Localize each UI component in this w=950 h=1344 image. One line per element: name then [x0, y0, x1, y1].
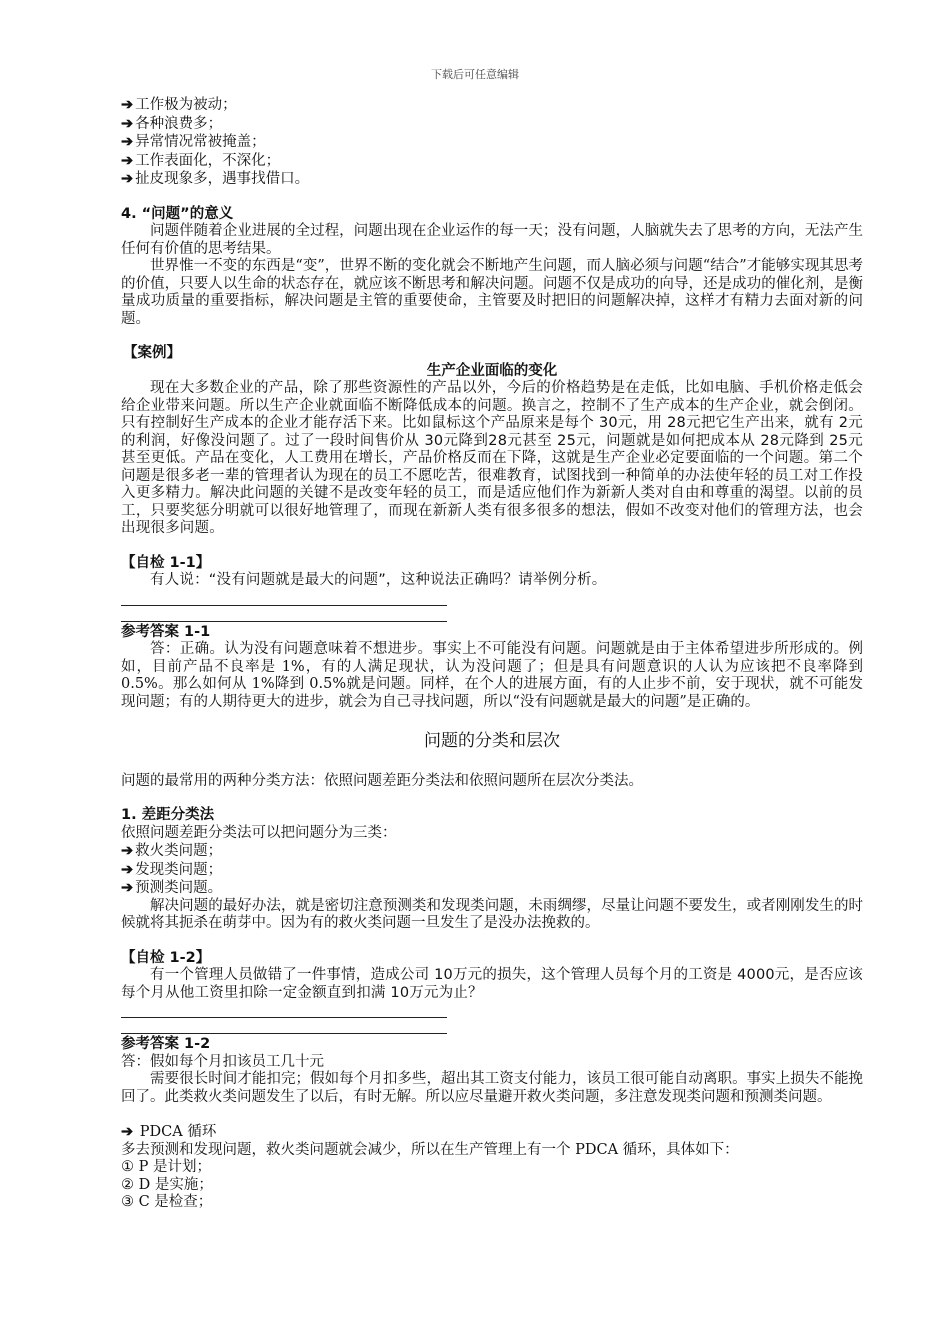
case-label: 【案例】	[123, 345, 181, 361]
arrow-right-icon: ➔	[121, 879, 134, 896]
list-item: ➔ 预测类问题。	[121, 879, 223, 896]
case-title: 生产企业面临的变化	[426, 362, 558, 379]
case-body: 现在大多数企业的产品，除了那些资源性的产品以外，今后的价格趋势是在走低，比如电脑、手机价格走低会给企业带来问题。所以生产企业就面临不断降低成本的问题。换言之，控制不了生产成本的生产企业，就会倒闭。只有控制好生产成本的企业才能存活下来。比如鼠标这个产品原来是每个 30元，用 28元把它生产出来，就有 2元的利润，好像没问题了。过了一段时间售价从 30元降到28元甚至 25元，问题就是如何把成本从 28元降到 25元甚至更低。产品在变化，人工费用在增长，产品价格反而在下降，这就是生产企业必定要面临的一个问题。第二个问题是很多老一辈的管理者认为现在的员工不愿吃苦，很难教育，试图找到一种简单的办法使年轻的员工对工作投入更多精力。解决此问题的关键不是改变年轻的员工，而是适应他们作为新新人类对自由和尊重的渴望。以前的员工，只要奖惩分明就可以很好地管理了，而现在新新人类有很多很多的想法，假如不改变对他们的管理方法，也会出现很多问题。	[121, 380, 863, 536]
arrow-right-icon: ➔	[121, 1123, 134, 1140]
arrow-right-icon: ➔	[121, 842, 134, 859]
self-check-2-label: 【自检 1-2】	[121, 949, 211, 966]
arrow-right-icon: ➔	[121, 133, 134, 150]
section-1-lead: 依照问题差距分类法可以把问题分为三类：	[121, 824, 397, 841]
reference-answer-2-title: 参考答案 1-2	[121, 1036, 211, 1052]
list-item: ➔ 发现类问题；	[121, 860, 223, 878]
section-1-title: 1. 差距分类法	[121, 807, 215, 823]
paragraph: 世界惟一不变的东西是“变”，世界不断的变化就会不断地产生问题，而人脑必须与问题“结合”才能够实现其思考的价值，只要人以生命的状态存在，就应该不断思考和解决问题。问题不仅是成功的向导，还是成功的催化剂，是衡量成功质量的重要指标，解决问题是主管的重要使命，主管要及时把旧的问题解决掉，这样才有精力去面对新的问题。	[121, 258, 863, 327]
pdca-title: ➔ PDCA 循环	[121, 1123, 217, 1140]
arrow-right-icon: ➔	[121, 96, 134, 113]
pdca-lead: 多去预测和发现问题，救火类问题就会减少，所以在生产管理上有一个 PDCA 循环，具体如下：	[121, 1141, 739, 1158]
arrow-right-icon: ➔	[121, 114, 134, 132]
reference-answer-2-line1: 答：假如每个月扣该员工几十元	[121, 1053, 324, 1070]
document-body	[121, 96, 863, 1212]
list-item: ➔ 扯皮现象多，遇事找借口。	[121, 170, 310, 187]
list-item: ① P 是计划；	[121, 1159, 211, 1175]
list-item: ② D 是实施；	[121, 1176, 213, 1193]
self-check-1-question: 有人说：“没有问题就是最大的问题”，这种说法正确吗？请举例分析。	[150, 572, 607, 588]
answer-line	[121, 590, 447, 606]
answer-line	[121, 1018, 447, 1034]
section-intro: 问题的最常用的两种分类方法：依照问题差距分类法和依照问题所在层次分类法。	[121, 772, 643, 789]
paragraph: 解决问题的最好办法，就是密切注意预测类和发现类问题，未雨绸缪，尽量让问题不要发生，或者刚刚发生的时候就将其扼杀在萌芽中。因为有的救火类问题一旦发生了是没办法挽救的。	[121, 897, 863, 931]
reference-answer-2-body: 需要很长时间才能扣完；假如每个月扣多些，超出其工资支付能力，该员工很可能自动离职。事实上损失不能挽回了。此类救火类问题发生了以后，有时无解。所以应尽量避开救火类问题，多注意发现类问题和预测类问题。	[121, 1071, 863, 1105]
arrow-right-icon: ➔	[121, 860, 134, 878]
page-header: 下载后可任意编辑	[431, 68, 519, 81]
bullet-list-top	[121, 96, 863, 189]
list-item: ➔ 工作表面化，不深化；	[121, 151, 281, 169]
list-item: ➔ 异常情况常被掩盖；	[121, 133, 266, 150]
answer-line	[121, 1002, 447, 1018]
section-title: 问题的分类和层次	[424, 731, 560, 751]
list-item: ➔ 工作极为被动；	[121, 96, 237, 113]
answer-line	[121, 606, 447, 622]
paragraph: 问题伴随着企业进展的全过程，问题出现在企业运作的每一天；没有问题，人脑就失去了思考的方向，无法产生任何有价值的思考结果。	[121, 223, 863, 257]
list-item: ➔ 救火类问题；	[121, 842, 223, 859]
self-check-1-label: 【自检 1-1】	[121, 554, 211, 571]
arrow-right-icon: ➔	[121, 170, 134, 187]
section-4-title: 4. “问题”的意义	[121, 205, 234, 222]
self-check-2-question: 有一个管理人员做错了一件事情，造成公司 10万元的损失，这个管理人员每个月的工资是 4000元，是否应该每个月从他工资里扣除一定金额直到扣满 10万元为止？	[121, 967, 863, 1001]
list-item: ➔ 各种浪费多；	[121, 114, 223, 132]
arrow-right-icon: ➔	[121, 151, 134, 169]
reference-answer-1-title: 参考答案 1-1	[121, 623, 211, 640]
list-item: ③ C 是检查；	[121, 1194, 213, 1210]
reference-answer-1: 答：正确。认为没有问题意味着不想进步。事实上不可能没有问题。问题就是由于主体希望进步所形成的。例如，目前产品不良率是 1%，有的人满足现状，认为没问题了；但是具有问题意识的人认为应该把不良率降到 0.5%。那么如何从 1%降到 0.5%就是问题。同样，在个人的进展方面，有的人止步不前，安于现状，就不可能发现问题；有的人期待更大的进步，就会为自己寻找问题，所以“没有问题就是最大的问题”是正确的。	[121, 641, 863, 710]
